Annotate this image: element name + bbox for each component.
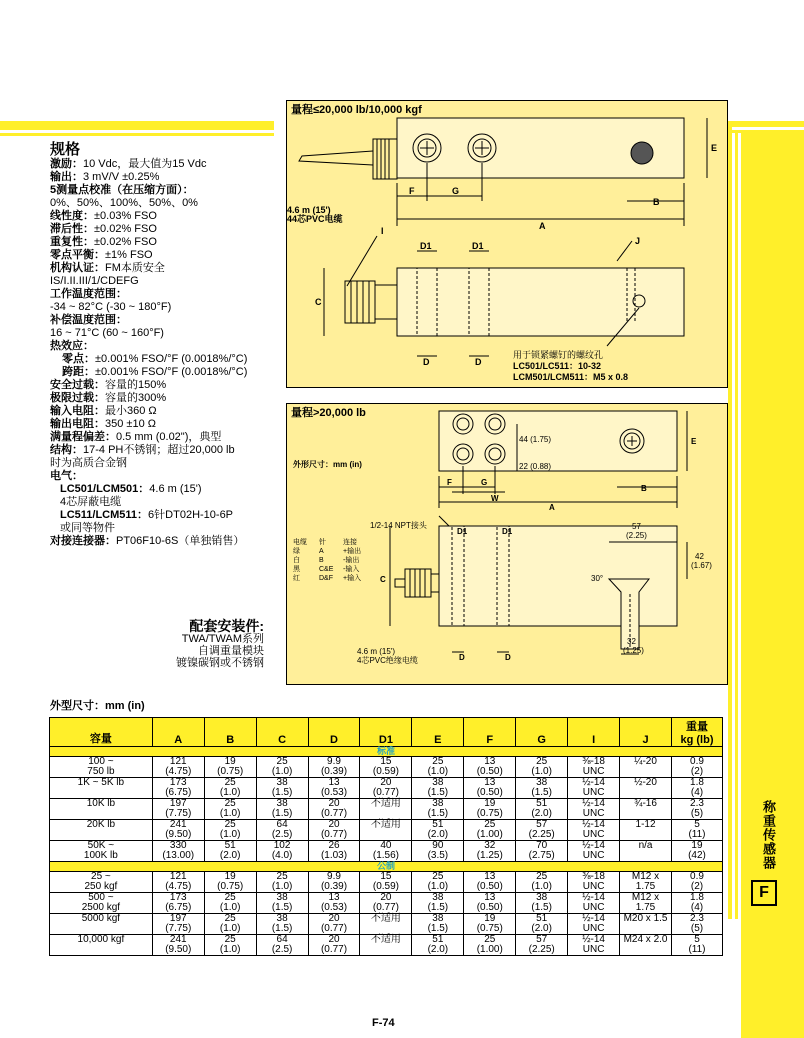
table-cell: 25 (1.0)	[256, 757, 308, 778]
diagram-panel-large-capacity	[286, 403, 728, 685]
spec-line	[50, 327, 280, 340]
accessories-line-2: 自调重量模块	[198, 645, 264, 657]
table-cell: 19 (0.75)	[464, 914, 516, 935]
table-cell: 197 (7.75)	[152, 799, 204, 820]
table-cell: ⅜-18 UNC	[568, 757, 620, 778]
table-cell: 10K lb	[50, 799, 153, 820]
table-cell: 173 (6.75)	[152, 778, 204, 799]
spec-electrical-sub-value: 4芯屏蔽电缆	[60, 496, 122, 508]
table-cell: 13 (0.50)	[464, 757, 516, 778]
spec-line	[50, 288, 280, 301]
spec-line-value: ±0.02% FSO	[94, 223, 157, 235]
table-cell: 2.3 (5)	[671, 914, 722, 935]
spec-line	[50, 340, 280, 353]
table-cell: M12 x 1.75	[620, 893, 672, 914]
spec-line	[50, 314, 280, 327]
table-cell: 1-12	[620, 820, 672, 841]
table-cell: 25 (1.0)	[412, 872, 464, 893]
yellow-band-left	[0, 121, 274, 130]
table-cell: M20 x 1.5	[620, 914, 672, 935]
table-cell: 173 (6.75)	[152, 893, 204, 914]
spec-electrical-line-key: LC511/LCM511：	[60, 509, 149, 521]
accessories	[150, 620, 264, 669]
table-cell: 38 (1.5)	[516, 778, 568, 799]
table-cell: 25 (1.00)	[464, 820, 516, 841]
spec-line-key: 安全过载：	[50, 379, 105, 391]
table-row	[50, 820, 723, 841]
table-cell: 102 (4.0)	[256, 841, 308, 862]
dim2-W: W	[491, 494, 499, 503]
table-header-row	[50, 718, 723, 747]
table-cell: M12 x 1.75	[620, 872, 672, 893]
table-cell: 2.3 (5)	[671, 799, 722, 820]
table-cell: 51 (2.0)	[516, 799, 568, 820]
table-row	[50, 757, 723, 778]
dim-I: I	[381, 226, 384, 236]
page-number: F-74	[372, 1017, 395, 1029]
wiring-cell: 黑	[293, 566, 300, 573]
table-cell: 51 (2.0)	[204, 841, 256, 862]
dimensions-table	[49, 717, 723, 956]
yellow-vertical-line-inner	[735, 130, 738, 919]
spec-line	[50, 431, 280, 444]
column-header: A	[152, 718, 204, 747]
spec-line-value: ±1% FSO	[105, 249, 153, 261]
dim2-A: A	[549, 503, 555, 512]
spec-line	[50, 171, 280, 184]
diagram-panel-small-capacity	[286, 100, 728, 388]
table-cell: 25 (1.0)	[204, 935, 256, 956]
spec-line-key: 零点平衡：	[50, 249, 105, 261]
yellow-band-right	[728, 121, 804, 127]
dim-D1-a: D1	[420, 241, 432, 251]
table-row	[50, 872, 723, 893]
wiring-cell: 针	[319, 539, 326, 546]
spec-line-value: ±0.02% FSO	[94, 236, 157, 248]
wiring-cell: 红	[293, 575, 300, 582]
panel2-cable-2: 4芯PVC绝缘电缆	[357, 656, 418, 665]
dim2-G: G	[481, 478, 488, 487]
dim2-C: C	[380, 575, 386, 584]
table-cell: M24 x 2.0	[620, 935, 672, 956]
table-cell: 不适用	[360, 820, 412, 841]
table-row	[50, 841, 723, 862]
spec-line-key: 机构认证：	[50, 262, 105, 274]
spec-electrical-line-value: 4.6 m (15')	[149, 483, 202, 495]
wiring-cell: 连接	[343, 539, 357, 546]
panel1-cable-label: 4.6 m (15')	[287, 205, 331, 215]
spec-line-key: 极限过载：	[50, 392, 105, 404]
dim-D-a: D	[423, 357, 430, 367]
table-cell: 15 (0.59)	[360, 872, 412, 893]
spec-line-value: -34 ~ 82°C (-30 ~ 180°F)	[50, 301, 172, 313]
column-header: F	[464, 718, 516, 747]
column-header: G	[516, 718, 568, 747]
table-row	[50, 914, 723, 935]
dim-F: F	[409, 186, 415, 196]
spec-line	[50, 262, 280, 275]
spec-line-key: 重复性：	[50, 236, 94, 248]
table-cell: 13 (0.50)	[464, 872, 516, 893]
spec-line-key: 滞后性：	[50, 223, 94, 235]
spec-electrical-line-value: 6针DT02H-10-6P	[148, 509, 234, 521]
spec-electrical-line	[50, 483, 280, 496]
spec-line-key: 满量程偏差：	[50, 431, 116, 443]
table-cell: ½-14 UNC	[568, 778, 620, 799]
table-cell: 40 (1.56)	[360, 841, 412, 862]
spec-connector-line-key: 对接连接器：	[50, 535, 116, 547]
spec-line-key: 输出电阻：	[50, 418, 105, 430]
spec-line-key: 输入电阻：	[50, 405, 105, 417]
panel2-npt: 1/2-14 NPT接头	[370, 521, 427, 530]
table-cell: ½-14 UNC	[568, 914, 620, 935]
table-cell: 38 (1.5)	[256, 778, 308, 799]
table-title: 外型尺寸：mm (in)	[50, 700, 145, 712]
table-cell: 64 (2.5)	[256, 820, 308, 841]
yellow-band-left-thin	[0, 133, 274, 136]
dim2-B: B	[641, 484, 647, 493]
spec-line-key: 输出：	[50, 171, 83, 183]
dim2-D-b: D	[505, 653, 511, 662]
side-section-letter: F	[751, 880, 777, 906]
spec-line-value: 0.5 mm (0.02")，典型	[116, 431, 222, 443]
table-cell: ½-20	[620, 778, 672, 799]
table-cell: 不适用	[360, 799, 412, 820]
spec-thermal-line	[50, 353, 280, 366]
wiring-cell: B	[319, 557, 324, 564]
table-section-row	[50, 862, 723, 872]
table-cell: 25 (1.0)	[204, 799, 256, 820]
wiring-cell: +输出	[343, 548, 362, 555]
dim-B: B	[653, 197, 660, 207]
table-cell: ½-14 UNC	[568, 841, 620, 862]
spec-line	[50, 301, 280, 314]
table-section-label: 公制	[50, 862, 723, 872]
dim-C: C	[315, 297, 322, 307]
spec-line	[50, 223, 280, 236]
table-cell: 121 (4.75)	[152, 872, 204, 893]
table-cell: ½-14 UNC	[568, 799, 620, 820]
accessories-title: 配套安装件:	[189, 618, 264, 634]
table-cell: 241 (9.50)	[152, 935, 204, 956]
spec-line-value: 0%、50%、100%、50%、0%	[50, 197, 198, 209]
spec-line	[50, 249, 280, 262]
table-cell: ⅜-18 UNC	[568, 872, 620, 893]
spec-electrical-line-key: LC501/LCM501：	[60, 483, 150, 495]
table-cell: 0.9 (2)	[671, 872, 722, 893]
table-cell: 13 (0.50)	[464, 893, 516, 914]
dim-J: J	[635, 236, 641, 246]
table-cell: 241 (9.50)	[152, 820, 204, 841]
wiring-cell: C&E	[319, 566, 334, 573]
dim-A: A	[539, 221, 546, 231]
spec-line-value: 16 ~ 71°C (60 ~ 160°F)	[50, 327, 164, 339]
table-cell: 51 (2.0)	[412, 935, 464, 956]
table-cell: 38 (1.5)	[412, 778, 464, 799]
spec-line-key: 线性度：	[50, 210, 94, 222]
table-row	[50, 935, 723, 956]
table-cell: 38 (1.5)	[256, 914, 308, 935]
table-cell: 57 (2.25)	[516, 820, 568, 841]
table-cell: 20 (0.77)	[308, 799, 360, 820]
table-cell: 25 (1.0)	[204, 893, 256, 914]
table-cell: 500 ~ 2500 kgf	[50, 893, 153, 914]
table-cell: ¼-20	[620, 757, 672, 778]
column-header: B	[204, 718, 256, 747]
accessories-line-1: TWA/TWAM系列	[181, 633, 264, 645]
spec-electrical-sub	[50, 522, 280, 535]
table-cell: 25 (1.0)	[516, 872, 568, 893]
table-cell: 38 (1.5)	[256, 893, 308, 914]
table-cell: 20 (0.77)	[308, 935, 360, 956]
spec-thermal-line-key: 零点：	[62, 353, 95, 365]
dim-57: 57	[632, 522, 641, 531]
table-cell: 32 (1.25)	[464, 841, 516, 862]
table-cell: 90 (3.5)	[412, 841, 464, 862]
table-cell: 38 (1.5)	[256, 799, 308, 820]
panel1-note-3: LCM501/LCM511：M5 x 0.8	[513, 372, 629, 382]
table-cell: 330 (13.00)	[152, 841, 204, 862]
spec-line	[50, 184, 280, 197]
dim-44: 44 (1.75)	[519, 435, 552, 444]
wiring-table	[293, 537, 361, 582]
table-cell: 38 (1.5)	[412, 914, 464, 935]
specs-title: 规格	[50, 141, 81, 158]
table-cell: 38 (1.5)	[516, 893, 568, 914]
dim-22: 22 (0.88)	[519, 462, 552, 471]
table-cell: 25 (1.00)	[464, 935, 516, 956]
spec-line-value: 容量的150%	[105, 379, 167, 391]
table-cell: 19 (0.75)	[464, 799, 516, 820]
spec-electrical-line	[50, 509, 280, 522]
dim-G: G	[452, 186, 460, 196]
table-cell: 19 (0.75)	[204, 872, 256, 893]
yellow-vertical-line	[728, 121, 732, 919]
table-cell: 19 (42)	[671, 841, 722, 862]
spec-line-value: 350 ±10 Ω	[105, 418, 156, 430]
wiring-cell: -输入	[343, 566, 360, 573]
spec-line-value: 17-4 PH不锈钢；超过20,000 lb	[83, 444, 235, 456]
table-cell: 10,000 kgf	[50, 935, 153, 956]
table-section-row	[50, 747, 723, 757]
dim-32: 32	[627, 637, 636, 646]
spec-line-value: ±0.03% FSO	[94, 210, 157, 222]
wiring-cell: 电缆	[293, 539, 307, 546]
spec-line-value: 时为高质合金钢	[50, 457, 127, 469]
table-cell: 25 (1.0)	[204, 820, 256, 841]
side-section-label: 称重传感器	[761, 800, 776, 870]
column-header: D1	[360, 718, 412, 747]
spec-line	[50, 275, 280, 288]
spec-line	[50, 158, 280, 171]
table-cell: 25 ~ 250 kgf	[50, 872, 153, 893]
spec-line-key: 激励：	[50, 158, 83, 170]
table-cell: ½-14 UNC	[568, 935, 620, 956]
spec-thermal-line-key: 跨距：	[62, 366, 95, 378]
spec-line-key: 工作温度范围：	[50, 288, 127, 300]
dim2-D1-a: D1	[457, 527, 468, 536]
table-cell: 64 (2.5)	[256, 935, 308, 956]
spec-line	[50, 470, 280, 483]
spec-line	[50, 444, 280, 457]
spec-line-key: 热效应：	[50, 340, 94, 352]
spec-line	[50, 236, 280, 249]
table-cell: 1.8 (4)	[671, 778, 722, 799]
spec-line	[50, 197, 280, 210]
dim-E: E	[711, 143, 718, 153]
spec-line	[50, 379, 280, 392]
spec-connector-line	[50, 535, 280, 548]
table-section-label: 标准	[50, 747, 723, 757]
table-cell: 13 (0.50)	[464, 778, 516, 799]
table-row	[50, 893, 723, 914]
column-header: 重量 kg (lb)	[671, 718, 722, 747]
table-cell: 13 (0.53)	[308, 893, 360, 914]
table-cell: 5 (11)	[671, 820, 722, 841]
wiring-cell: +输入	[343, 575, 362, 582]
panel1-note-1: 用于锁紧螺钉的螺纹孔	[513, 350, 604, 360]
spec-line-value: 容量的300%	[105, 392, 167, 404]
table-cell: 70 (2.75)	[516, 841, 568, 862]
panel1-title: 量程≤20,000 lb/10,000 kgf	[291, 104, 422, 116]
table-cell: 1K ~ 5K lb	[50, 778, 153, 799]
spec-line	[50, 405, 280, 418]
table-cell: 50K ~ 100K lb	[50, 841, 153, 862]
column-header: 容量	[50, 718, 153, 747]
table-cell: n/a	[620, 841, 672, 862]
table-cell: 19 (0.75)	[204, 757, 256, 778]
dim-32-in: (1.25)	[623, 646, 644, 655]
table-cell: 20 (0.77)	[360, 778, 412, 799]
table-cell: 38 (1.5)	[412, 893, 464, 914]
table-cell: 57 (2.25)	[516, 935, 568, 956]
dim-D-b: D	[475, 357, 482, 367]
spec-line-key: 电气：	[50, 470, 83, 482]
dim-42-in: (1.67)	[691, 561, 712, 570]
column-header: I	[568, 718, 620, 747]
panel2-cable: 4.6 m (15')	[357, 647, 395, 656]
spec-line-value: FM本质安全	[105, 262, 165, 274]
table-row	[50, 778, 723, 799]
table-cell: ¾-16	[620, 799, 672, 820]
spec-thermal-line-value: ±0.001% FSO/°F (0.0018%/°C)	[95, 366, 248, 378]
spec-electrical-sub-value: 或同等物件	[60, 522, 115, 534]
table-cell: 51 (2.0)	[412, 820, 464, 841]
table-cell: 25 (1.0)	[204, 914, 256, 935]
table-cell: 25 (1.0)	[204, 778, 256, 799]
wiring-cell: 白	[293, 557, 300, 564]
table-cell: 0.9 (2)	[671, 757, 722, 778]
table-cell: 25 (1.0)	[516, 757, 568, 778]
wiring-cell: -输出	[343, 557, 360, 564]
dim-D1-b: D1	[472, 241, 484, 251]
panel1-note-2: LC501/LC511：10-32	[513, 361, 602, 371]
table-cell: ½-14 UNC	[568, 893, 620, 914]
table-cell: 38 (1.5)	[412, 799, 464, 820]
spec-line	[50, 392, 280, 405]
load-cell-drawing-1	[287, 101, 727, 387]
specifications	[50, 143, 280, 548]
accessories-line-3: 镀镍碳钢或不锈钢	[176, 657, 264, 669]
dim2-D1-b: D1	[502, 527, 513, 536]
table-row	[50, 799, 723, 820]
table-cell: 9.9 (0.39)	[308, 757, 360, 778]
table-cell: 13 (0.53)	[308, 778, 360, 799]
load-cell-drawing-2	[287, 404, 727, 684]
panel2-units: 外形尺寸：mm (in)	[293, 460, 362, 469]
angle-30: 30°	[591, 574, 604, 583]
specs-lines	[50, 158, 280, 548]
panel2-title: 量程>20,000 lb	[291, 407, 366, 419]
spec-thermal-line-value: ±0.001% FSO/°F (0.0018%/°C)	[95, 353, 248, 365]
wiring-cell: A	[319, 548, 324, 555]
table-cell: 51 (2.0)	[516, 914, 568, 935]
spec-line-key: 补偿温度范围：	[50, 314, 127, 326]
dim2-F: F	[447, 478, 452, 487]
wiring-cell: 绿	[293, 548, 300, 555]
table-cell: 1.8 (4)	[671, 893, 722, 914]
spec-line-value: IS/I.II.III/1/CDEFG	[50, 275, 139, 287]
table-cell: 20 (0.77)	[308, 820, 360, 841]
table-cell: 20 (0.77)	[308, 914, 360, 935]
table-cell: 15 (0.59)	[360, 757, 412, 778]
spec-electrical-sub	[50, 496, 280, 509]
table-cell: 20 (0.77)	[360, 893, 412, 914]
table-cell: 20K lb	[50, 820, 153, 841]
column-header: C	[256, 718, 308, 747]
dim-57-in: (2.25)	[626, 531, 647, 540]
spec-line-value: 3 mV/V ±0.25%	[83, 171, 160, 183]
table-cell: 25 (1.0)	[412, 757, 464, 778]
table-cell: 100 ~ 750 lb	[50, 757, 153, 778]
table-cell: 25 (1.0)	[256, 872, 308, 893]
table-cell: 不适用	[360, 914, 412, 935]
table-cell: 9.9 (0.39)	[308, 872, 360, 893]
spec-line-value: 10 Vdc，最大值为15 Vdc	[83, 158, 207, 170]
column-header: D	[308, 718, 360, 747]
spec-thermal-line	[50, 366, 280, 379]
dim-42: 42	[695, 552, 704, 561]
table-cell: 121 (4.75)	[152, 757, 204, 778]
table-cell: ½-14 UNC	[568, 820, 620, 841]
table-cell: 26 (1.03)	[308, 841, 360, 862]
spec-connector-line-value: PT06F10-6S（单独销售）	[116, 535, 245, 547]
column-header: E	[412, 718, 464, 747]
spec-line	[50, 457, 280, 470]
spec-line-key: 结构：	[50, 444, 83, 456]
dim2-E: E	[691, 437, 697, 446]
spec-line	[50, 210, 280, 223]
spec-line	[50, 418, 280, 431]
column-header: J	[620, 718, 672, 747]
panel1-cable-label-2: 44芯PVC电缆	[287, 214, 343, 224]
table-cell: 5000 kgf	[50, 914, 153, 935]
spec-line-key: 5测量点校准（在压缩方面）：	[50, 184, 194, 196]
table-cell: 不适用	[360, 935, 412, 956]
spec-line-value: 最小360 Ω	[105, 405, 157, 417]
dim2-D-a: D	[459, 653, 465, 662]
table-cell: 197 (7.75)	[152, 914, 204, 935]
wiring-cell: D&F	[319, 575, 333, 582]
table-cell: 5 (11)	[671, 935, 722, 956]
